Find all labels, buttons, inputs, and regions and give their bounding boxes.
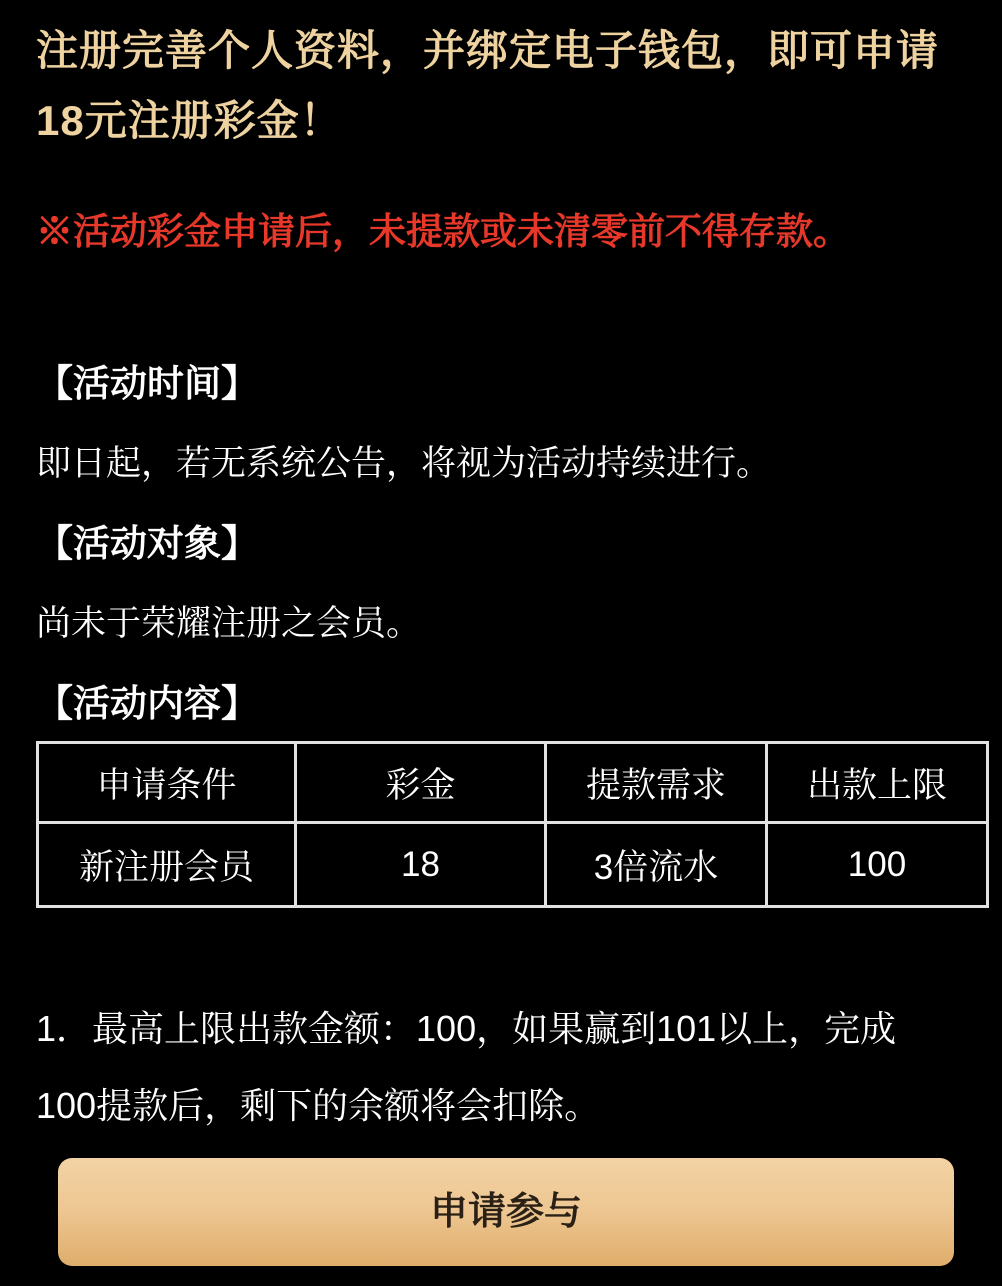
table-header-apply-condition: 申请条件	[38, 743, 296, 823]
bonus-terms-table	[36, 741, 989, 908]
promo-headline-line-2: 18元注册彩金！	[36, 97, 343, 144]
table-header-withdraw-requirement: 提款需求	[546, 743, 767, 823]
table-cell-bonus: 18	[296, 823, 546, 907]
promo-headline	[36, 16, 966, 156]
deposit-warning-text: ※活动彩金申请后，未提款或未清零前不得存款。	[36, 211, 850, 252]
terms-note-line-1: 1．最高上限出款金额：100，如果赢到101以上，完成	[36, 1008, 897, 1049]
section-title-activity-content: 【活动内容】	[36, 683, 258, 724]
table-row	[38, 823, 988, 907]
apply-participate-button[interactable]: 申请参与	[58, 1158, 954, 1266]
promo-headline-line-1: 注册完善个人资料，并绑定电子钱包，即可申请	[36, 27, 940, 74]
section-title-activity-time: 【活动时间】	[36, 363, 258, 404]
table-header-payout-limit: 出款上限	[767, 743, 988, 823]
section-body-activity-time: 即日起，若无系统公告，将视为活动持续进行。	[36, 444, 772, 483]
table-cell-withdraw-requirement: 3倍流水	[546, 823, 767, 907]
table-header-bonus: 彩金	[296, 743, 546, 823]
section-title-activity-target: 【活动对象】	[36, 523, 258, 564]
table-header-row	[38, 743, 988, 823]
terms-note-line-2: 100提款后，剩下的余额将会扣除。	[36, 1085, 601, 1126]
table-cell-apply-condition: 新注册会员	[38, 823, 296, 907]
section-body-activity-target: 尚未于荣耀注册之会员。	[36, 604, 422, 643]
table-cell-payout-limit: 100	[767, 823, 988, 907]
terms-note	[36, 990, 966, 1144]
